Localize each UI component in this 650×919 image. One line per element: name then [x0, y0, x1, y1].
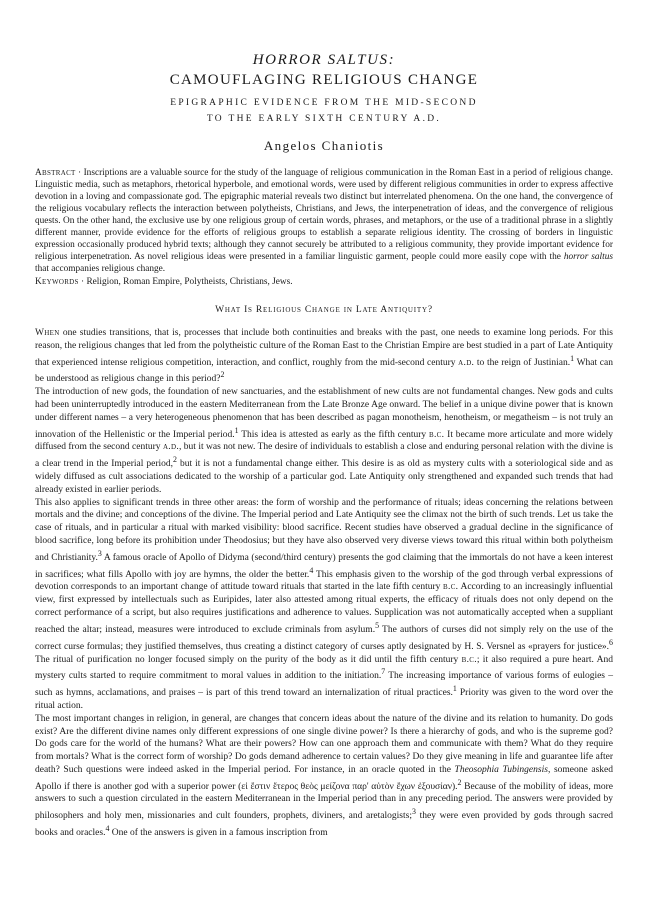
body-paragraph-3: [35, 497, 613, 713]
paragraph-text: The most important changes in religion, in general, are changes that concern ideas about the nature of the divine and its relation to humanity. Do gods exist? Are the different divine names only different expressions of one single divine power? Is there a hierarchy of gods, and who is the supreme god? Do gods care for the world of the humans? What are their powers? How can one approach them and communicate with them? What do they require from mortals? What is the correct form of worship? Do gods demand adherence to certain values? Do they give meaning in life and guarantee life after death? Such questions were indeed asked in the Imperial period. For instance, in an oracle quoted in the: [35, 713, 613, 775]
title-line-2: CAMOUFLAGING RELIGIOUS CHANGE: [169, 72, 479, 88]
footnote-ref[interactable]: 1: [234, 425, 239, 435]
paragraph-text: to the reign of Justinian.: [474, 357, 571, 368]
paragraph-text: The increasing importance of various forms of eulogies – such as hymns, acclamations, and praises – is part of this trend toward an internalization of ritual practices.: [35, 671, 613, 699]
era-abbr: a.d.: [162, 442, 180, 453]
abstract-text-end: that accompanies religious change.: [35, 264, 166, 274]
body-paragraph-2: [35, 386, 613, 496]
footnote-ref[interactable]: 2: [457, 777, 462, 787]
title-line-1: HORROR SALTUS:: [252, 52, 396, 68]
paragraph-text: The authors of curses did not simply rely on the use of the correct curse formulas; they justified themselves, thus creating a distinct category of curses aptly designated by H. S. Versnel as «prayers for justice».: [35, 624, 613, 652]
subtitle-line-1: EPIGRAPHIC EVIDENCE FROM THE MID-SECOND: [170, 98, 478, 108]
abstract-text: Inscriptions are a valuable source for the study of the language of religious communication in the Roman East in a period of religious change. Linguistic media, such as metaphors, rhetorical hyperbole, and emotional words, were used by different religious communities in order to express affective devotion in a loving and compassionate god. The epigraphic material reveals two distinct but interrelated phenomena. On the one hand, the convergence of the religious vocabulary reflects the interaction between polytheists, Christians, and Jews, the interpenetration of ideas, and the convergence of religious quests. On the other hand, the exclusive use by one religious group of certain words, phrases, and metaphors, or the use of a traditional phrase in a slightly different manner, provide evidence for the efforts of religious groups to establish a separate religious identity. The crossing of borders in linguistic expression occasionally produced hybrid texts; although they cannot securely be attributed to a religious community, they provide important evidence for religious interpenetration. As novel religious ideas were presented in a familiar linguistic garment, people could more easily cope with the: [35, 168, 614, 262]
abstract-label: Abstract: [35, 168, 76, 178]
keywords-label: Keywords: [35, 277, 79, 287]
footnote-ref[interactable]: 7: [381, 667, 386, 677]
paragraph-text: What can be understood as religious change in this period?: [35, 357, 613, 385]
footnote-ref[interactable]: 1: [570, 353, 575, 363]
abstract-separator: ·: [75, 168, 84, 178]
paragraph-text: This idea is attested as early as the fifth century: [238, 429, 430, 440]
author-name: Angelos Chaniotis: [263, 138, 385, 153]
abstract-italic-term: horror saltus: [563, 252, 613, 262]
lead-word: When: [35, 328, 60, 338]
footnote-ref[interactable]: 2: [173, 455, 177, 465]
paragraph-text: This emphasis given to the worship of the god through verbal expressions of devotion corresponds to an important change of attitude toward rituals that started in the late fifth century: [35, 569, 613, 593]
paragraph-text: This also applies to significant trends in three other areas: the form of worship and the performance of rituals; ideas concerning the relations between mortals and the divine; and conceptions of the divine. The Imperial period and Late Antiquity see the climax not the birth of such trends. Let us take the case of rituals, and in particular a ritual with marked visibility: blood sacrifice. Recent studies have observed a gradual decline in the significance of blood sacrifice, long before its prohibition under Theodosius; but they have also observed very diverse views toward this ritual within both polytheism and Christianity.: [35, 497, 613, 563]
paragraph-text: The ritual of purification no longer focused simply on the purity of the body as it did until the fifth century: [35, 654, 462, 665]
footnote-ref[interactable]: 3: [97, 548, 102, 558]
paragraph-text: One of the answers is given in a famous inscription from: [109, 828, 328, 839]
era-abbr: b.c.: [429, 429, 445, 440]
footnote-ref[interactable]: 1: [452, 684, 457, 694]
paragraph-text: , but it was not new. The desire of individuals to establish a close and enduring personal relation with the divine is a clear trend in the Imperial period,: [35, 442, 613, 470]
footnote-ref[interactable]: 2: [220, 370, 225, 380]
footnote-ref[interactable]: 4: [105, 824, 110, 834]
footnote-ref[interactable]: 5: [375, 620, 380, 630]
paragraph-text: one studies transitions, that is, processes that include both continuities and breaks with the past, one needs to examine long periods. For this reason, the religious changes that led from the polytheistic culture of the Roman East to the Christian Empire are best studied in a part of Late Antiquity that experienced intense religious competition, interaction, and conflict, roughly from the mid-second century: [35, 328, 613, 368]
keywords-text: Religion, Roman Empire, Polytheists, Christians, Jews.: [86, 277, 293, 287]
paragraph-text: ; it also required a pure heart. And mystery cults started to require commitment to moral values in addition to the initiation.: [35, 654, 614, 682]
paragraph-text: but it is not a fundamental change either. This desire is as old as mystery cults with a soteriological side and as widely diffused as cult associations dedicated to the worship of a particular god. Late Antiquity only strengthened and expanded such trends that had already existed in earlier periods.: [35, 459, 614, 495]
body-paragraph-4: [35, 713, 613, 840]
paragraph-text: Because of the mobility of ideas, more answers to such a question circulated in the eastern Mediterranean in the Imperial period than in any preceding period. The answers were provided by philosophers and holy men, missionaries and cult founders, prophets, diviners, and aretalogists;: [35, 781, 613, 822]
abstract: [35, 167, 613, 275]
subtitle-line-2: TO THE EARLY SIXTH CENTURY A.D.: [206, 114, 442, 124]
keywords: [35, 276, 613, 288]
body-paragraph-1: [35, 327, 613, 386]
era-abbr: b.c.: [461, 654, 477, 665]
paragraph-text: According to an increasingly influential view, first expressed by intellectuals such as Euripides, later also attested among ritual experts, the efficacy of rituals does not only depend on the correct performance of a script, but also requires justifications and adherence to values. Supplication was not automatically accepted when a suppliant reached the altar; instead, measures were introduced to exclude criminals from asylum.: [35, 582, 613, 635]
footnote-ref[interactable]: 3: [411, 807, 416, 817]
paragraph-text: Priority was given to the word over the ritual action.: [35, 688, 613, 712]
footnote-ref[interactable]: 4: [309, 565, 314, 575]
paragraph-text: , someone asked Apollo if there is another god with a superior power (εἰ ἔστιν ἕτερος θεὸς μείζονα παρ' αὐτὸν ἔχων ἐξουσίαν).: [35, 764, 613, 792]
paragraph-text: The introduction of new gods, the foundation of new sanctuaries, and the establishment of new cults are not fundamental changes. New gods and cults had been uninterruptedly introduced in the eastern Mediterranean from the Late Bronze Age onward. The belief in a unique divine power that is known under different names – a very heterogeneous phenomenon that has been described as pagan monotheism, henotheism, or megatheism – is not truly an innovation of the Hellenistic or the Imperial period.: [35, 387, 613, 440]
era-abbr: b.c.: [443, 582, 459, 593]
keywords-separator: ·: [78, 277, 87, 287]
paragraph-text: A famous oracle of Apollo of Didyma (second/third century) presents the god claiming that the immortals do not have a keen interest in sacrifices; what fills Apollo with joy are hymns, the older the better.: [35, 552, 613, 580]
section-heading: What Is Religious Change in Late Antiquity?: [215, 305, 433, 315]
era-abbr: a.d.: [458, 357, 475, 368]
italic-title: Theosophia Tubingensis: [454, 764, 548, 775]
paragraph-text: It became more articulate and more widely diffused from the second century: [35, 429, 613, 453]
paragraph-text: they were even provided by gods through sacred books and oracles.: [35, 811, 614, 839]
footnote-ref[interactable]: 6: [609, 637, 613, 647]
